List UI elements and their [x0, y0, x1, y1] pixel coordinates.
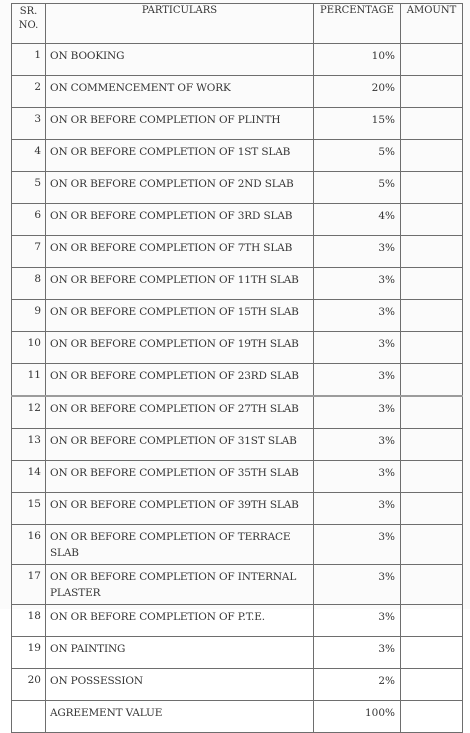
- particular-cell: ON PAINTING: [46, 637, 314, 669]
- amount-cell: [401, 605, 463, 637]
- table-row: [12, 565, 463, 605]
- particular-cell: ON OR BEFORE COMPLETION OF 35TH SLAB: [46, 461, 314, 493]
- percentage-cell: 4%: [314, 204, 401, 236]
- amount-cell: [401, 332, 463, 364]
- table-row: [12, 396, 463, 429]
- particular-cell: ON POSSESSION: [46, 669, 314, 701]
- percentage-cell: 3%: [314, 332, 401, 364]
- table-row: [12, 236, 463, 268]
- particular-cell: ON OR BEFORE COMPLETION OF 11TH SLAB: [46, 268, 314, 300]
- amount-cell: [401, 204, 463, 236]
- header-amount: AMOUNT: [401, 4, 463, 44]
- amount-cell: [401, 565, 463, 605]
- amount-cell: [401, 364, 463, 397]
- particular-cell: ON OR BEFORE COMPLETION OF PLINTH: [46, 108, 314, 140]
- percentage-cell: 5%: [314, 172, 401, 204]
- percentage-cell: 3%: [314, 429, 401, 461]
- table-row: [12, 493, 463, 525]
- table-row: [12, 140, 463, 172]
- amount-cell: [401, 429, 463, 461]
- percentage-cell: 3%: [314, 236, 401, 268]
- percentage-cell: 3%: [314, 605, 401, 637]
- sr-no-cell: 16: [12, 525, 46, 565]
- table-header-row: [12, 4, 463, 44]
- amount-cell: [401, 108, 463, 140]
- percentage-cell: 15%: [314, 108, 401, 140]
- total-percentage-cell: 100%: [314, 701, 401, 733]
- amount-cell: [401, 493, 463, 525]
- table-row: [12, 525, 463, 565]
- header-sr-no-label: SR. NO.: [18, 6, 39, 31]
- table-row: [12, 637, 463, 669]
- particular-cell: ON OR BEFORE COMPLETION OF 1ST SLAB: [46, 140, 314, 172]
- sr-no-cell: 11: [12, 364, 46, 397]
- percentage-cell: 3%: [314, 268, 401, 300]
- particular-cell: ON OR BEFORE COMPLETION OF 3RD SLAB: [46, 204, 314, 236]
- sr-no-cell: 13: [12, 429, 46, 461]
- particular-cell: ON BOOKING: [46, 44, 314, 76]
- header-particulars: PARTICULARS: [46, 4, 314, 44]
- particular-cell: ON OR BEFORE COMPLETION OF 7TH SLAB: [46, 236, 314, 268]
- table-row: [12, 172, 463, 204]
- amount-cell: [401, 172, 463, 204]
- sr-no-cell: 15: [12, 493, 46, 525]
- percentage-cell: 3%: [314, 493, 401, 525]
- amount-cell: [401, 140, 463, 172]
- amount-cell: [401, 396, 463, 429]
- particular-cell: ON OR BEFORE COMPLETION OF 27TH SLAB: [46, 396, 314, 429]
- table-row: [12, 108, 463, 140]
- percentage-cell: 3%: [314, 396, 401, 429]
- percentage-cell: 2%: [314, 669, 401, 701]
- sr-no-cell: 1: [12, 44, 46, 76]
- percentage-cell: 3%: [314, 565, 401, 605]
- amount-cell: [401, 44, 463, 76]
- table-row: [12, 300, 463, 332]
- percentage-cell: 20%: [314, 76, 401, 108]
- agreement-value-label: AGREEMENT VALUE: [46, 701, 314, 733]
- header-percentage: PERCENTAGE: [314, 4, 401, 44]
- particular-cell: ON OR BEFORE COMPLETION OF 19TH SLAB: [46, 332, 314, 364]
- amount-cell: [401, 669, 463, 701]
- amount-cell: [401, 525, 463, 565]
- table-row: [12, 669, 463, 701]
- amount-cell: [401, 268, 463, 300]
- header-sr-no: [12, 4, 46, 44]
- particular-cell: ON OR BEFORE COMPLETION OF INTERNAL PLASTER: [46, 565, 314, 605]
- percentage-cell: 3%: [314, 637, 401, 669]
- sr-no-cell: 8: [12, 268, 46, 300]
- amount-cell: [401, 76, 463, 108]
- particular-cell: ON COMMENCEMENT OF WORK: [46, 76, 314, 108]
- table-row: [12, 76, 463, 108]
- sr-no-cell: 5: [12, 172, 46, 204]
- particular-cell: ON OR BEFORE COMPLETION OF TERRACE SLAB: [46, 525, 314, 565]
- amount-cell: [401, 701, 463, 733]
- sr-no-cell: 10: [12, 332, 46, 364]
- percentage-cell: 3%: [314, 300, 401, 332]
- sr-no-cell: 19: [12, 637, 46, 669]
- sr-no-cell: 7: [12, 236, 46, 268]
- table-row: [12, 605, 463, 637]
- amount-cell: [401, 461, 463, 493]
- sr-no-cell: 12: [12, 396, 46, 429]
- sr-no-cell: 4: [12, 140, 46, 172]
- amount-cell: [401, 236, 463, 268]
- sr-no-cell: 9: [12, 300, 46, 332]
- sr-no-cell: 20: [12, 669, 46, 701]
- total-row: [12, 701, 463, 733]
- particular-cell: ON OR BEFORE COMPLETION OF 15TH SLAB: [46, 300, 314, 332]
- sr-no-cell: 2: [12, 76, 46, 108]
- particular-cell: ON OR BEFORE COMPLETION OF 39TH SLAB: [46, 493, 314, 525]
- table-row: [12, 204, 463, 236]
- sr-no-cell: 17: [12, 565, 46, 605]
- amount-cell: [401, 300, 463, 332]
- sr-no-cell: 14: [12, 461, 46, 493]
- sr-no-cell: 3: [12, 108, 46, 140]
- table-row: [12, 364, 463, 397]
- table-row: [12, 44, 463, 76]
- particular-cell: ON OR BEFORE COMPLETION OF P.T.E.: [46, 605, 314, 637]
- sr-no-cell: [12, 701, 46, 733]
- percentage-cell: 10%: [314, 44, 401, 76]
- percentage-cell: 3%: [314, 364, 401, 397]
- table-row: [12, 332, 463, 364]
- particular-cell: ON OR BEFORE COMPLETION OF 2ND SLAB: [46, 172, 314, 204]
- sr-no-cell: 18: [12, 605, 46, 637]
- percentage-cell: 3%: [314, 461, 401, 493]
- percentage-cell: 3%: [314, 525, 401, 565]
- table-row: [12, 461, 463, 493]
- amount-cell: [401, 637, 463, 669]
- payment-schedule-table: [11, 3, 463, 733]
- particular-cell: ON OR BEFORE COMPLETION OF 31ST SLAB: [46, 429, 314, 461]
- table-row: [12, 429, 463, 461]
- percentage-cell: 5%: [314, 140, 401, 172]
- sr-no-cell: 6: [12, 204, 46, 236]
- table-row: [12, 268, 463, 300]
- particular-cell: ON OR BEFORE COMPLETION OF 23RD SLAB: [46, 364, 314, 397]
